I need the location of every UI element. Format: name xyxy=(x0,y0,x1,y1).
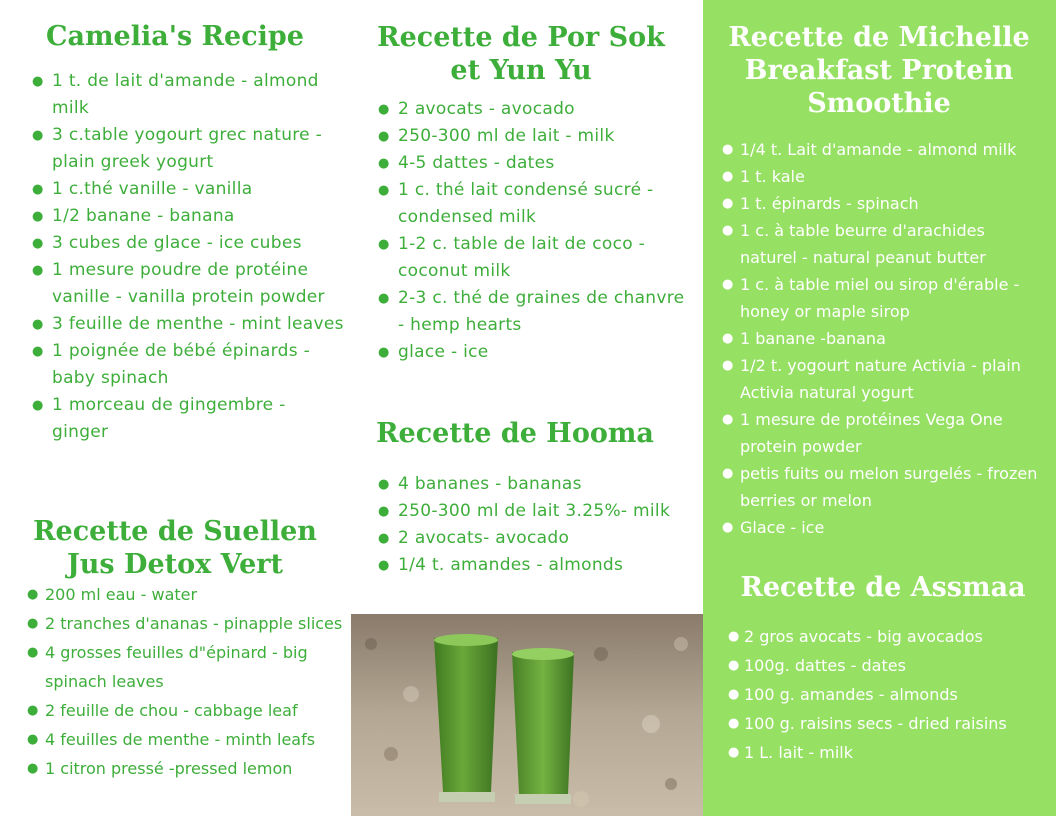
bullet-icon: ● xyxy=(378,156,390,171)
michelle-title-line1: Recette de Michelle xyxy=(728,22,1030,53)
suellen-ingredient-text: 4 feuilles de menthe - minth leafs xyxy=(45,730,316,749)
camelia-ingredient-item xyxy=(28,338,344,392)
suellen-ingredient-list xyxy=(25,580,351,783)
camelia-ingredient-text: 3 cubes de glace - ice cubes xyxy=(52,233,302,253)
porsok-ingredient-text: 250-300 ml de lait - milk xyxy=(398,126,615,146)
camelia-ingredient-item xyxy=(28,230,344,257)
porsok-recipe-title xyxy=(360,21,682,87)
bullet-icon: ● xyxy=(32,74,44,89)
porsok-ingredient-text: 4-5 dattes - dates xyxy=(398,153,555,173)
porsok-ingredient-item xyxy=(374,231,690,285)
bullet-icon: ● xyxy=(378,558,390,573)
bullet-icon: ● xyxy=(378,102,390,117)
assmaa-ingredient-text: 100g. dattes - dates xyxy=(744,656,906,675)
bullet-icon: ● xyxy=(378,237,390,252)
porsok-ingredient-text: 1-2 c. table de lait de coco - coconut milk xyxy=(398,234,646,281)
hooma-ingredient-list xyxy=(374,471,674,579)
hooma-ingredient-text: 1/4 t. amandes - almonds xyxy=(398,555,624,575)
suellen-recipe-title xyxy=(20,515,330,581)
bullet-icon: ● xyxy=(27,587,39,602)
bullet-icon: ● xyxy=(32,317,44,332)
camelia-recipe-title: Camelia's Recipe xyxy=(46,21,304,52)
suellen-ingredient-item xyxy=(25,696,351,725)
bullet-icon: ● xyxy=(27,703,39,718)
bullet-icon: ● xyxy=(32,182,44,197)
hooma-recipe-title: Recette de Hooma xyxy=(376,418,654,449)
bullet-icon: ● xyxy=(27,761,39,776)
suellen-ingredient-item xyxy=(25,638,351,696)
michelle-ingredient-text: 1/4 t. Lait d'amande - almond milk xyxy=(740,140,1017,159)
camelia-ingredient-text: 1 c.thé vanille - vanilla xyxy=(52,179,253,199)
camelia-ingredient-item xyxy=(28,392,344,446)
porsok-ingredient-item xyxy=(374,150,690,177)
bullet-icon: ● xyxy=(27,616,39,631)
assmaa-ingredient-text: 2 gros avocats - big avocados xyxy=(744,627,983,646)
assmaa-ingredient-list xyxy=(726,622,1042,767)
porsok-title-line2: et Yun Yu xyxy=(450,55,592,86)
assmaa-ingredient-item xyxy=(726,738,1042,767)
bullet-icon: ● xyxy=(378,291,390,306)
michelle-ingredient-text: Glace - ice xyxy=(740,518,825,537)
camelia-ingredient-item xyxy=(28,68,344,122)
bullet-icon: ● xyxy=(728,629,740,644)
michelle-ingredient-text: 1 mesure de protéines Vega One protein powder xyxy=(740,410,1003,456)
bullet-icon: ● xyxy=(722,277,734,292)
porsok-ingredient-item xyxy=(374,285,690,339)
porsok-ingredient-text: 2 avocats - avocado xyxy=(398,99,575,119)
bullet-icon: ● xyxy=(32,398,44,413)
assmaa-ingredient-item xyxy=(726,709,1042,738)
camelia-ingredient-text: 1 t. de lait d'amande - almond milk xyxy=(52,71,319,118)
suellen-ingredient-text: 200 ml eau - water xyxy=(45,585,198,604)
assmaa-ingredient-text: 100 g. amandes - almonds xyxy=(744,685,958,704)
porsok-ingredient-item xyxy=(374,177,690,231)
bullet-icon: ● xyxy=(728,745,740,760)
michelle-title-line2: Breakfast Protein xyxy=(744,55,1014,86)
porsok-ingredient-item xyxy=(374,96,690,123)
suellen-title-line1: Recette de Suellen xyxy=(33,516,317,547)
bullet-icon: ● xyxy=(722,331,734,346)
michelle-title-line3: Smoothie xyxy=(807,88,951,119)
assmaa-ingredient-text: 100 g. raisins secs - dried raisins xyxy=(744,714,1007,733)
michelle-ingredient-text: petis fuits ou melon surgelés - frozen berries or melon xyxy=(740,464,1038,510)
michelle-ingredient-item xyxy=(718,514,1042,541)
suellen-ingredient-text: 2 feuille de chou - cabbage leaf xyxy=(45,701,298,720)
porsok-ingredient-text: 1 c. thé lait condensé sucré - condensed milk xyxy=(398,180,654,227)
camelia-ingredient-item xyxy=(28,122,344,176)
michelle-ingredient-list xyxy=(718,136,1042,541)
bullet-icon: ● xyxy=(728,716,740,731)
bullet-icon: ● xyxy=(32,128,44,143)
hooma-ingredient-text: 2 avocats- avocado xyxy=(398,528,570,548)
assmaa-ingredient-item xyxy=(726,622,1042,651)
bullet-icon: ● xyxy=(722,466,734,481)
camelia-ingredient-text: 1 mesure poudre de protéine vanille - vanilla protein powder xyxy=(52,260,325,307)
bullet-icon: ● xyxy=(378,183,390,198)
camelia-ingredient-item xyxy=(28,176,344,203)
bullet-icon: ● xyxy=(32,209,44,224)
hooma-ingredient-item xyxy=(374,471,674,498)
bullet-icon: ● xyxy=(378,345,390,360)
assmaa-ingredient-item xyxy=(726,651,1042,680)
michelle-ingredient-item xyxy=(718,460,1042,514)
suellen-ingredient-text: 2 tranches d'ananas - pinapple slices xyxy=(45,614,343,633)
camelia-ingredient-text: 1 poignée de bébé épinards - baby spinach xyxy=(52,341,311,388)
michelle-ingredient-item xyxy=(718,217,1042,271)
porsok-ingredient-item xyxy=(374,339,690,366)
bullet-icon: ● xyxy=(27,645,39,660)
porsok-title-line1: Recette de Por Sok xyxy=(377,22,665,53)
assmaa-recipe-title: Recette de Assmaa xyxy=(740,572,1026,603)
camelia-ingredient-text: 3 c.table yogourt grec nature - plain greek yogurt xyxy=(52,125,323,172)
assmaa-ingredient-item xyxy=(726,680,1042,709)
porsok-ingredient-item xyxy=(374,123,690,150)
michelle-ingredient-text: 1 c. à table miel ou sirop d'érable - honey or maple sirop xyxy=(740,275,1020,321)
bullet-icon: ● xyxy=(378,129,390,144)
bullet-icon: ● xyxy=(722,196,734,211)
porsok-ingredient-text: glace - ice xyxy=(398,342,489,362)
michelle-ingredient-item xyxy=(718,325,1042,352)
camelia-ingredient-list xyxy=(28,68,344,446)
bullet-icon: ● xyxy=(722,412,734,427)
hooma-ingredient-text: 4 bananes - bananas xyxy=(398,474,582,494)
michelle-recipe-title xyxy=(713,21,1045,120)
michelle-ingredient-text: 1 banane -banana xyxy=(740,329,886,348)
bullet-icon: ● xyxy=(722,223,734,238)
camelia-ingredient-item xyxy=(28,257,344,311)
michelle-ingredient-item xyxy=(718,352,1042,406)
suellen-ingredient-item xyxy=(25,609,351,638)
bullet-icon: ● xyxy=(378,531,390,546)
green-smoothie-photo xyxy=(351,614,703,816)
bullet-icon: ● xyxy=(722,520,734,535)
assmaa-ingredient-text: 1 L. lait - milk xyxy=(744,743,854,762)
hooma-ingredient-item xyxy=(374,498,674,525)
porsok-ingredient-list xyxy=(374,96,690,366)
michelle-ingredient-item xyxy=(718,271,1042,325)
bullet-icon: ● xyxy=(722,169,734,184)
camelia-ingredient-item xyxy=(28,311,344,338)
bullet-icon: ● xyxy=(722,358,734,373)
hooma-ingredient-text: 250-300 ml de lait 3.25%- milk xyxy=(398,501,671,521)
michelle-ingredient-text: 1 t. épinards - spinach xyxy=(740,194,919,213)
hooma-ingredient-item xyxy=(374,525,674,552)
hooma-ingredient-item xyxy=(374,552,674,579)
bullet-icon: ● xyxy=(32,263,44,278)
bullet-icon: ● xyxy=(378,504,390,519)
suellen-ingredient-text: 4 grosses feuilles d"épinard - big spinach leaves xyxy=(45,643,308,691)
bullet-icon: ● xyxy=(378,477,390,492)
porsok-ingredient-text: 2-3 c. thé de graines de chanvre - hemp hearts xyxy=(398,288,685,335)
michelle-ingredient-item xyxy=(718,136,1042,163)
suellen-ingredient-item xyxy=(25,725,351,754)
michelle-ingredient-item xyxy=(718,190,1042,217)
camelia-ingredient-text: 3 feuille de menthe - mint leaves xyxy=(52,314,344,334)
bullet-icon: ● xyxy=(728,658,740,673)
suellen-ingredient-text: 1 citron pressé -pressed lemon xyxy=(45,759,293,778)
michelle-ingredient-item xyxy=(718,406,1042,460)
camelia-ingredient-text: 1 morceau de gingembre - ginger xyxy=(52,395,286,442)
bullet-icon: ● xyxy=(32,344,44,359)
michelle-ingredient-text: 1/2 t. yogourt nature Activia - plain Activia natural yogurt xyxy=(740,356,1021,402)
suellen-ingredient-item xyxy=(25,754,351,783)
bullet-icon: ● xyxy=(32,236,44,251)
bullet-icon: ● xyxy=(27,732,39,747)
camelia-ingredient-text: 1/2 banane - banana xyxy=(52,206,235,226)
bullet-icon: ● xyxy=(722,142,734,157)
bullet-icon: ● xyxy=(728,687,740,702)
suellen-ingredient-item xyxy=(25,580,351,609)
suellen-title-line2: Jus Detox Vert xyxy=(67,549,283,580)
michelle-ingredient-text: 1 t. kale xyxy=(740,167,805,186)
camelia-ingredient-item xyxy=(28,203,344,230)
michelle-ingredient-item xyxy=(718,163,1042,190)
michelle-ingredient-text: 1 c. à table beurre d'arachides naturel - natural peanut butter xyxy=(740,221,986,267)
